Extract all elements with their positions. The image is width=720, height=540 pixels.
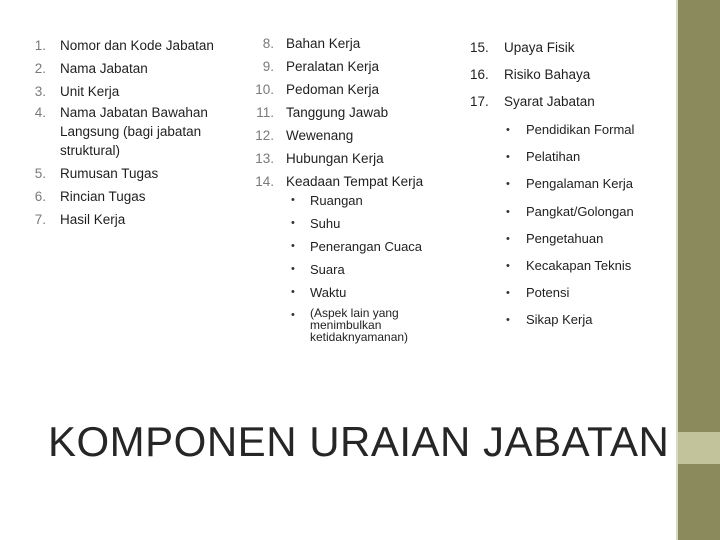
item-number: 6.	[34, 189, 46, 204]
list-item	[248, 57, 448, 76]
item-number: 16.	[470, 67, 489, 82]
item-text: Syarat Jabatan	[504, 94, 595, 109]
list-item	[470, 65, 670, 85]
bullet-item	[504, 284, 674, 302]
bullet-dot-icon: •	[291, 240, 295, 252]
item-number: 5.	[34, 166, 46, 181]
bullet-item	[504, 311, 674, 329]
bullet-text: Pengetahuan	[526, 230, 604, 246]
list-item	[470, 38, 670, 58]
bullet-item	[504, 203, 674, 221]
item-text: Unit Kerja	[60, 84, 120, 99]
bullet-dot-icon: •	[291, 263, 295, 275]
item-number: 14.	[255, 174, 274, 189]
bullet-dot-icon: •	[506, 124, 510, 136]
bullet-text: Pengalaman Kerja	[526, 176, 633, 192]
bullet-dot-icon: •	[506, 151, 510, 164]
bullet-item	[504, 148, 674, 166]
bullet-dot-icon: •	[291, 217, 295, 229]
bullet-text: Suara	[310, 262, 345, 277]
bullet-dot-icon: •	[506, 314, 510, 327]
item-number: 13.	[255, 151, 274, 166]
bullet-item	[504, 257, 674, 275]
item-text: Nama Jabatan	[60, 61, 148, 76]
list-item	[20, 59, 250, 78]
bullet-dot-icon: •	[506, 287, 510, 300]
bullet-text: Sikap Kerja	[526, 312, 593, 328]
item-number: 11.	[256, 105, 274, 120]
bullet-text: Potensi	[526, 285, 570, 301]
bullet-text: Pendidikan Formal	[526, 122, 635, 137]
bullet-text: Pelatihan	[526, 149, 581, 165]
component-list-column-3	[470, 38, 670, 119]
item-number: 10.	[255, 82, 274, 97]
item-text: Nomor dan Kode Jabatan	[60, 38, 214, 53]
list-item	[20, 103, 250, 160]
item-number: 9.	[262, 59, 274, 74]
bullet-dot-icon: •	[506, 232, 510, 245]
bullet-item	[286, 261, 440, 278]
bullet-dot-icon: •	[291, 194, 295, 206]
list-item	[248, 149, 448, 168]
component-list-column-1	[20, 36, 250, 233]
item-number: 1.	[34, 38, 46, 53]
bullet-dot-icon: •	[291, 309, 295, 321]
item-text: Upaya Fisik	[504, 40, 575, 55]
accent-bar-bottom	[678, 464, 720, 540]
item-text: Peralatan Kerja	[286, 59, 380, 74]
item-number: 7.	[34, 212, 46, 227]
bullet-dot-icon: •	[506, 178, 510, 191]
item-text: Rumusan Tugas	[60, 166, 159, 181]
bullet-item	[286, 284, 440, 301]
bullet-item	[286, 307, 440, 343]
bullet-dot-icon: •	[506, 205, 510, 218]
bullet-text: Waktu	[310, 285, 347, 300]
job-requirement-bullets	[504, 121, 674, 339]
list-item	[248, 103, 448, 122]
item-number: 3.	[34, 84, 46, 99]
bullet-item	[504, 175, 674, 193]
bullet-dot-icon: •	[291, 286, 295, 298]
item-number: 2.	[34, 61, 46, 76]
bullet-item	[286, 192, 440, 209]
item-text: Nama Jabatan Bawahan Langsung (bagi jabatan struktural)	[60, 105, 208, 158]
slide-title: KOMPONEN URAIAN JABATAN	[48, 418, 670, 465]
list-item	[248, 172, 448, 191]
accent-bar-middle	[678, 432, 720, 464]
list-item	[20, 82, 250, 101]
item-number: 4.	[34, 105, 46, 120]
component-list-column-2	[248, 34, 448, 195]
list-item	[248, 126, 448, 145]
item-text: Hasil Kerja	[60, 212, 126, 227]
item-text: Hubungan Kerja	[286, 151, 384, 166]
list-item	[248, 80, 448, 99]
item-number: 12.	[255, 128, 274, 143]
item-number: 8.	[262, 36, 274, 51]
list-item	[20, 187, 250, 206]
bullet-item	[286, 238, 440, 255]
item-text: Rincian Tugas	[60, 189, 146, 204]
item-text: Pedoman Kerja	[286, 82, 380, 97]
list-item	[470, 92, 670, 112]
list-item	[20, 36, 250, 55]
bullet-text: Ruangan	[310, 193, 363, 208]
accent-divider-line	[676, 0, 678, 540]
bullet-text: Penerangan Cuaca	[310, 239, 423, 254]
item-text: Risiko Bahaya	[504, 67, 591, 82]
item-text: Keadaan Tempat Kerja	[286, 174, 424, 189]
bullet-item	[504, 230, 674, 248]
item-number: 15.	[470, 40, 489, 55]
bullet-text: Kecakapan Teknis	[526, 257, 632, 273]
list-item	[20, 210, 250, 229]
list-item	[248, 34, 448, 53]
accent-bar-top	[678, 0, 720, 432]
bullet-text: Suhu	[310, 216, 341, 231]
bullet-item	[286, 215, 440, 232]
workplace-condition-bullets	[286, 192, 440, 349]
item-number: 17.	[470, 94, 489, 109]
item-text: Tanggung Jawab	[286, 105, 389, 120]
item-text: Wewenang	[286, 128, 354, 143]
bullet-text: Pangkat/Golongan	[526, 203, 634, 219]
list-item	[20, 164, 250, 183]
bullet-dot-icon: •	[506, 259, 510, 272]
bullet-text: (Aspek lain yang menimbulkan ketidaknyamanan)	[310, 306, 409, 344]
item-text: Bahan Kerja	[286, 36, 361, 51]
bullet-item	[504, 121, 674, 139]
